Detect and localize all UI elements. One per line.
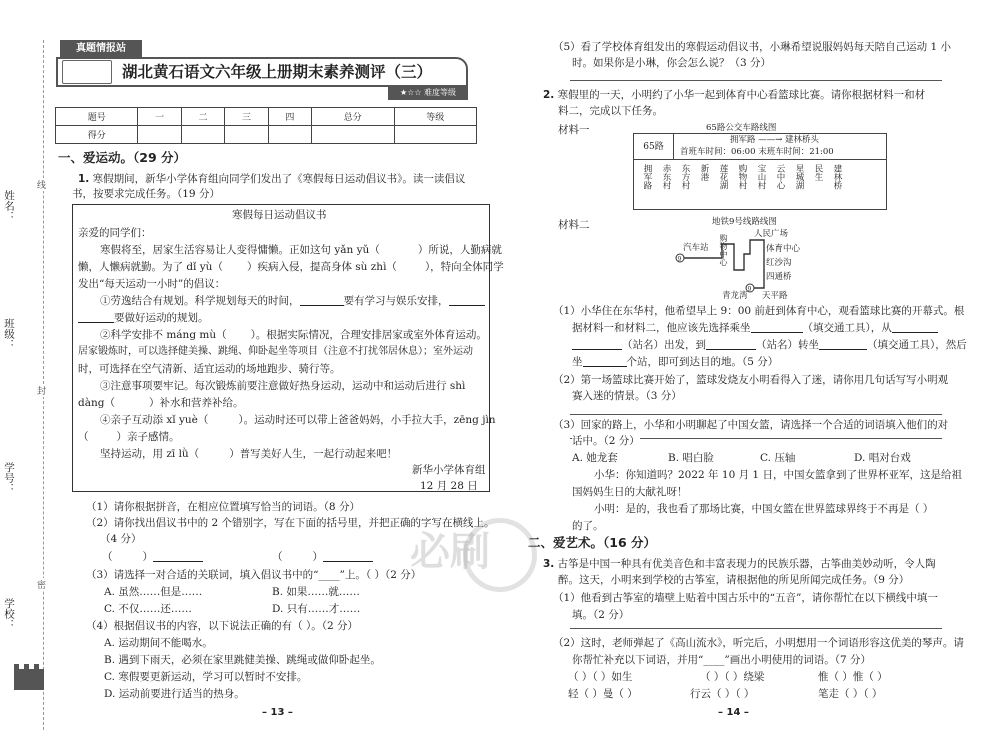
option[interactable]: D. 只有……才……	[272, 603, 361, 615]
question-number: 3.	[543, 558, 555, 570]
material-1-label: 材料一	[558, 124, 590, 136]
bus-stop: 购物村	[737, 164, 747, 190]
castle-icon	[12, 650, 48, 690]
answer-blank[interactable]	[323, 551, 373, 562]
option[interactable]: B. 遇到下雨天，必须在家里跳健美操、跳绳或做仰卧起坐。	[104, 654, 381, 666]
sub-question: （5）看了学校体育组发出的寒假运动倡议书，小琳希望说服妈妈每天陪自己运动 1 小	[553, 41, 952, 53]
student-id-label: 学号：	[3, 462, 15, 494]
route-direction: 拥军路 ——→ 建林桥头	[730, 135, 820, 145]
sub-question: （3）请选择一对合适的关联词，填入倡议书中的“____”上。（ ）（2 分）	[86, 569, 422, 581]
letter-text: ）亲子感情。	[116, 431, 180, 443]
bus-stop: 东方村	[680, 164, 690, 190]
q1-text-2: 书，按要求完成任务。（19 分）	[72, 188, 220, 200]
route-title: 65路公交车路线图	[706, 123, 777, 133]
letter-text: 时，可选择在空气清新、适宜运动的场地跑步、骑行等。	[78, 363, 341, 375]
score-cell: 三	[225, 108, 268, 126]
question-number: 1.	[78, 173, 90, 185]
bus-stop: 民生	[813, 164, 823, 181]
section-2-heading: 二、爱艺术。（16 分）	[528, 535, 656, 550]
letter-text: 居家锻炼时，可以选择健美操、跳绳、仰卧起坐等项目（注意不打扰邻居休息）；室外运动	[78, 346, 473, 357]
idiom-blank[interactable]: 惟（ ）惟（ ）	[818, 671, 888, 683]
sub-question: （2）第一场篮球比赛开始了，篮球发烧友小明看得入了迷，请你用几句话写写小明观	[553, 374, 949, 386]
sub-question: （2）这时，老师弹起了《高山流水》，听完后，小明想用一个词语形容这优美的琴声。请	[553, 637, 964, 649]
option[interactable]: B. 唱白脸	[668, 452, 714, 464]
letter-text: 要有学习与娱乐安排，	[343, 295, 449, 307]
score-input[interactable]	[312, 126, 394, 144]
score-cell: 一	[138, 108, 181, 126]
paren: ）	[312, 551, 323, 563]
page-title: 湖北黄石语文六年级上册期末素养测评（三）	[122, 63, 433, 81]
metro-station: 购物中心	[719, 234, 728, 266]
option[interactable]: C. 压轴	[760, 452, 796, 464]
badge: 真题情报站	[60, 40, 142, 58]
score-cell: 四	[268, 108, 311, 126]
answer-blank[interactable]	[583, 356, 627, 367]
answer-line[interactable]	[570, 80, 942, 81]
letter-text: （	[78, 431, 89, 443]
sub-question: （2）请你找出倡议书中的 2 个错别字，写在下面的括号里，并把正确的字写在横线上。	[86, 517, 495, 529]
sub-question: （3）回家的路上，小华和小明聊起了中国女篮，请选择一个合适的词语填入他们的对	[553, 419, 949, 431]
answer-line[interactable]	[570, 628, 942, 629]
material-2-label: 材料二	[558, 219, 590, 231]
line-mark: 线	[37, 178, 46, 191]
sub-question: （填交通工具），从	[802, 322, 892, 334]
class-label: 班级：	[3, 318, 15, 350]
score-input[interactable]	[225, 126, 268, 144]
bus-stop: 建林桥	[832, 164, 842, 190]
bus-stop: 宝山村	[756, 164, 766, 190]
answer-blank[interactable]	[449, 295, 485, 306]
letter-title: 寒假每日运动倡议书	[232, 209, 327, 221]
question-number: 2.	[543, 89, 555, 101]
paren: （	[272, 551, 283, 563]
metro-station: 四通桥	[766, 272, 792, 282]
answer-blank[interactable]	[706, 339, 756, 350]
score-input[interactable]	[181, 126, 224, 144]
name-label: 姓名：	[3, 190, 15, 222]
q2-text-2: 料二，完成以下任务。	[558, 105, 663, 117]
svg-text:9: 9	[747, 286, 752, 293]
page-number-left: – 13 –	[262, 707, 293, 718]
option[interactable]: A. 虽然……但是……	[104, 586, 203, 598]
letter-text: ）所说，人勤病就	[417, 244, 502, 256]
score-input[interactable]	[138, 126, 181, 144]
sub-question: （1）请你根据拼音，在相应位置填写恰当的词语。（8 分）	[86, 501, 360, 513]
letter-text: ③注意事项要牢记。每次锻炼前要注意做好热身运动，运动中和运动后进行 shì	[100, 380, 466, 392]
sub-question: 话中。（2 分）	[572, 435, 640, 447]
binding-strip	[0, 0, 50, 748]
watermark: 必刷	[410, 529, 490, 575]
option[interactable]: A. 她龙套	[572, 452, 618, 464]
metro-station: 汽车站	[683, 243, 709, 253]
svg-text:9: 9	[677, 256, 682, 263]
metro-station: 青龙湾	[722, 291, 748, 301]
route-stops	[642, 164, 842, 208]
dialogue: 小明：是的，我也看了那场比赛，中国女篮在世界篮球界终于不再是（ ）	[594, 503, 934, 515]
dialogue: 小华：你知道吗？2022 年 10 月 1 日，中国女篮拿到了世界杯亚军，这是给祖	[594, 469, 962, 481]
score-cell: 得分	[56, 126, 138, 144]
answer-blank[interactable]	[819, 339, 867, 350]
dialogue: 的了。	[572, 520, 604, 532]
answer-blank[interactable]	[572, 339, 622, 350]
bus-stop: 星城湖	[794, 164, 804, 190]
letter-text: ④亲子互动添 xǐ yuè（	[100, 414, 209, 426]
answer-blank[interactable]	[751, 322, 803, 333]
letter-text: ）补水和营养补给。	[148, 397, 244, 409]
idiom-blank[interactable]: （ ）（ ）绕梁	[700, 671, 765, 683]
paren: ）	[142, 551, 153, 563]
letter-signature: 新华小学体育组	[412, 464, 486, 476]
metro-station: 天平路	[762, 291, 788, 301]
sub-question: 你帮忙补充以下词语，并用“____”画出小明使用的词语。（7 分）	[572, 654, 872, 666]
dialogue: 国妈妈生日的大献礼呀！	[572, 486, 688, 498]
sub-question: 个站，即可到达目的地。（5 分）	[626, 356, 779, 368]
letter-text: ）。根据实际情况，合理安排居家或室外体育运动。	[250, 329, 487, 341]
metro-title: 地铁9号线路线图	[712, 217, 777, 227]
metro-station: 体育中心	[766, 244, 801, 254]
seal-mark: 封	[37, 384, 46, 397]
sub-question: （1）他看到古筝室的墙壁上贴着中国古乐中的“五音”，请你帮忙在以下横线中填一	[553, 592, 938, 604]
letter-text: 坚持运动，用 zī lǜ（	[100, 448, 200, 460]
sub-question: （4）根据倡议书的内容，以下说法正确的有（ ）。（2 分）	[86, 620, 359, 632]
score-input[interactable]	[394, 126, 477, 144]
letter-text: ）。运动时还可以带上爸爸妈妈，小手拉大手，zēng jìn	[238, 414, 496, 426]
answer-blank[interactable]	[300, 295, 344, 306]
bus-stop: 赤东村	[661, 164, 671, 190]
section-1-heading: 一、爱运动。（29 分）	[58, 150, 186, 165]
letter-text: ），特向全体同学	[424, 261, 504, 273]
letter-greeting: 亲爱的同学们：	[78, 227, 152, 239]
sub-question: （1）小华住在东华村，他希望早上 9：00 前赶到体育中心，观看篮球比赛的开幕式。根	[553, 305, 965, 317]
letter-text: 要做好运动的规划。	[114, 312, 209, 324]
letter-text: dàng（	[78, 397, 115, 409]
letter-text: ①劳逸结合有规划。科学规划每天的时间，	[100, 295, 300, 307]
letter-text: 发出“每天运动一小时”的倡议：	[78, 278, 226, 290]
sub-question: 时。如果你是小琳，你会怎么说？（3 分）	[572, 57, 772, 69]
bus-stop: 新港	[699, 164, 709, 181]
bus-stop: 云中心	[775, 164, 785, 190]
score-header-row	[56, 108, 477, 126]
option[interactable]: C. 不仅……还……	[104, 603, 192, 615]
route-number: 65路	[634, 134, 674, 160]
metro-station: 人民广场	[754, 229, 789, 239]
idiom-blank[interactable]: 行云（ ）（ ）	[690, 688, 755, 700]
answer-blank[interactable]	[78, 312, 114, 323]
bus-stop: 莲花湖	[718, 164, 728, 190]
option[interactable]: D. 运动前要进行适当的热身。	[104, 688, 245, 700]
letter-text: ）普写美好人生，一起行动起来吧！	[229, 448, 398, 460]
route-header	[674, 134, 886, 160]
score-cell: 总分	[312, 108, 394, 126]
answer-blank[interactable]	[892, 322, 938, 333]
secret-mark: 密	[37, 578, 46, 591]
sub-question: 填。（2 分）	[572, 609, 630, 621]
sub-question: 据材料一和材料二，他应该先选择乘坐	[572, 322, 751, 334]
sub-question: （站名）转坐	[756, 339, 819, 351]
q2-text: 寒假里的一天，小明约了小华一起到体育中心看篮球比赛。请你根据材料一和材	[557, 89, 926, 101]
sub-question: 坐	[572, 356, 583, 368]
option[interactable]: D. 唱对台戏	[854, 452, 911, 464]
bus-route-table	[633, 133, 887, 210]
metro-station: 红沙沟	[766, 258, 792, 268]
sub-question: （站名）出发，到	[622, 339, 706, 351]
letter-text: 寒假将至，居家生活容易让人变得慵懒。正如这句 yǎn yǔ（	[100, 244, 380, 256]
score-cell: 等级	[394, 108, 477, 126]
score-cell: 二	[181, 108, 224, 126]
q3-text-2: 醉。这天，小明来到学校的古筝室，请根据他的所见所闻完成任务。（9 分）	[558, 574, 910, 586]
paren: （	[102, 551, 113, 563]
option[interactable]: A. 运动期间不能喝水。	[104, 637, 213, 649]
laptop-icon	[62, 60, 112, 84]
idiom-blank[interactable]: 笔走（ ）（ ）	[818, 688, 883, 700]
answer-blank[interactable]	[153, 551, 203, 562]
q1-text: 寒假期间，新华小学体育组向同学们发出了《寒假每日运动倡议书》。读一读倡议	[92, 173, 466, 185]
difficulty-badge: ★☆☆ 难度等级	[388, 86, 468, 100]
school-label: 学校：	[3, 598, 15, 630]
q3-text: 古筝是中国一种具有优美音色和丰富表现力的民族乐器，古筝曲美妙动听，令人陶	[557, 558, 936, 570]
letter-text: ）疾病入侵，提高身体 sù zhì（	[246, 261, 397, 273]
sub-question: 赛入迷的情景。（3 分）	[572, 390, 682, 402]
page-number-right: – 14 –	[718, 707, 749, 718]
answer-line[interactable]	[570, 414, 942, 415]
option[interactable]: C. 寒假要更新运动，学习可以暂时不安排。	[104, 671, 308, 683]
score-cell: 题号	[56, 108, 138, 126]
idiom-blank[interactable]: 轻（ ）曼（ ）	[568, 688, 638, 700]
route-times: 首班车时间：06:00 末班车时间：21:00	[680, 147, 834, 157]
letter-text: 懒，人懒病就勤。为了 dǐ yù（	[78, 261, 223, 273]
score-table	[55, 107, 477, 144]
score-row	[56, 126, 477, 144]
sub-question: （4 分）	[100, 533, 142, 545]
score-input[interactable]	[268, 126, 311, 144]
letter-date: 12 月 28 日	[420, 480, 478, 492]
letter-text: ②科学安排不 máng mù（	[100, 329, 227, 341]
bus-stop: 拥军路	[642, 164, 652, 190]
idiom-blank[interactable]: （ ）（ ）如生	[568, 671, 633, 683]
sub-question: （填交通工具），然后	[867, 339, 967, 351]
option[interactable]: B. 如果……就……	[272, 586, 360, 598]
